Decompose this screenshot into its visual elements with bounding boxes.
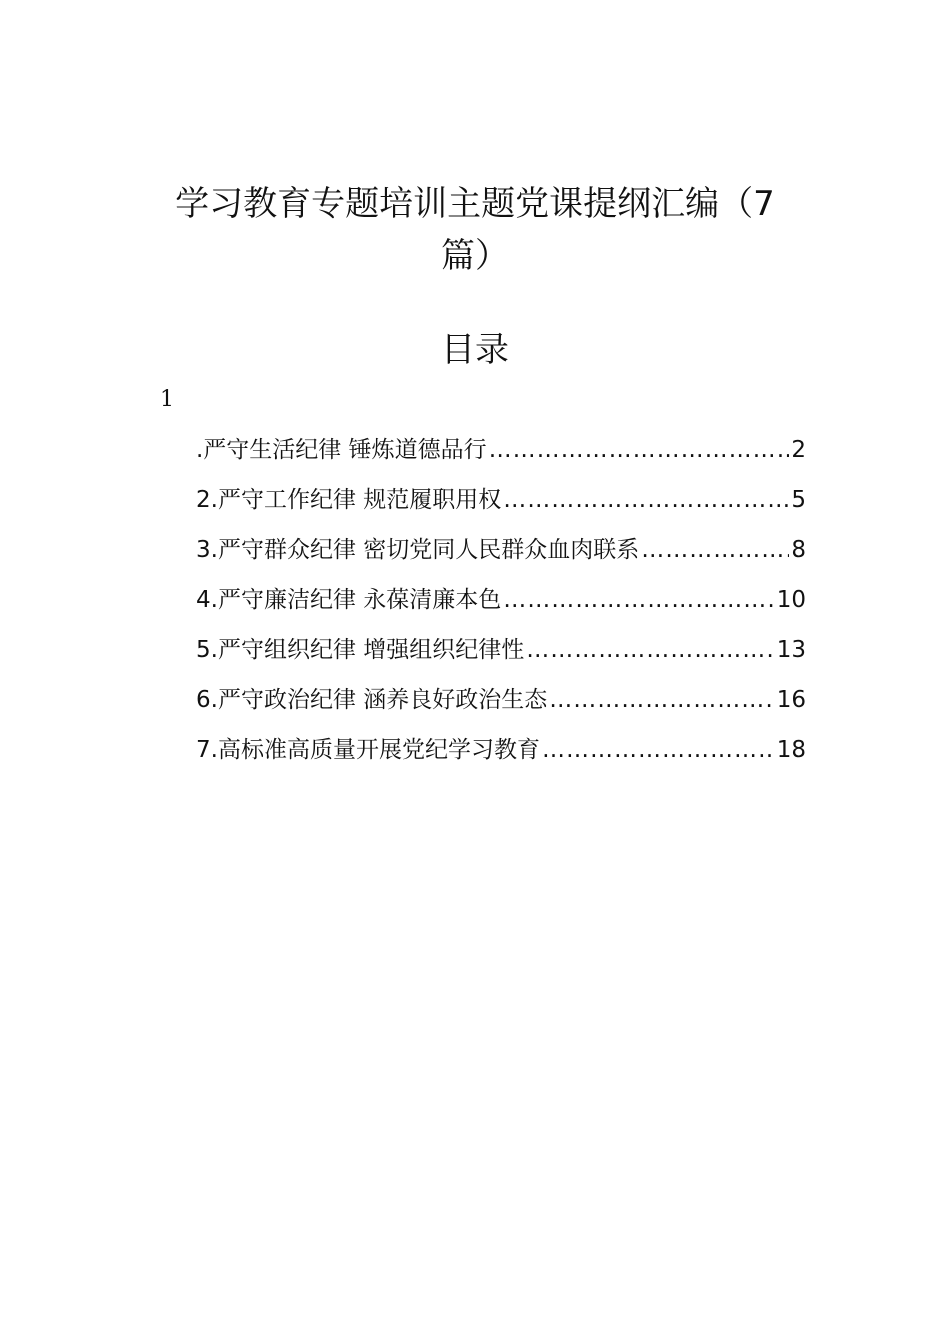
toc-dot-leader [526,628,774,672]
toc-entry-label: 3.严守群众纪律 密切党同人民群众血肉联系 [196,537,640,563]
toc-entry-page: 2 [791,437,806,463]
toc-dot-leader [641,528,789,572]
toc-entry-label: 2.严守工作纪律 规范履职用权 [196,487,502,513]
document-title-line-2: 篇） [441,236,509,276]
toc-dot-leader [489,428,790,472]
toc-entry-page: 13 [776,637,806,663]
toc-entry-page: 18 [776,737,806,763]
toc-entry-label: 4.严守廉洁纪律 永葆清廉本色 [196,587,502,613]
toc-dot-leader [542,728,775,772]
toc-entry-3[interactable] [196,528,806,578]
toc-entry-label: 7.高标准高质量开展党纪学习教育 [196,737,540,763]
toc-dot-leader [549,678,774,722]
toc-entry-5[interactable] [196,628,806,678]
toc-entry-page: 5 [791,487,806,513]
toc-dot-leader [503,478,789,522]
toc-entry-1[interactable] [196,428,806,478]
document-title-line-1: 学习教育专题培训主题党课提纲汇编（7 [175,184,775,224]
toc-dot-leader [503,578,774,622]
document-title [150,178,800,282]
toc-entry-page: 16 [776,687,806,713]
toc-entry-page: 10 [776,587,806,613]
toc-entry-4[interactable] [196,578,806,628]
toc-entry-6[interactable] [196,678,806,728]
table-of-contents [196,428,806,778]
toc-heading: 目录 [441,330,509,370]
toc-entry-7[interactable] [196,728,806,778]
list-marker: 1 [160,387,174,412]
toc-entry-label: 6.严守政治纪律 涵养良好政治生态 [196,687,548,713]
toc-entry-label: .严守生活纪律 锤炼道德品行 [196,437,487,463]
toc-entry-2[interactable] [196,478,806,528]
toc-entry-page: 8 [791,537,806,563]
toc-entry-label: 5.严守组织纪律 增强组织纪律性 [196,637,525,663]
